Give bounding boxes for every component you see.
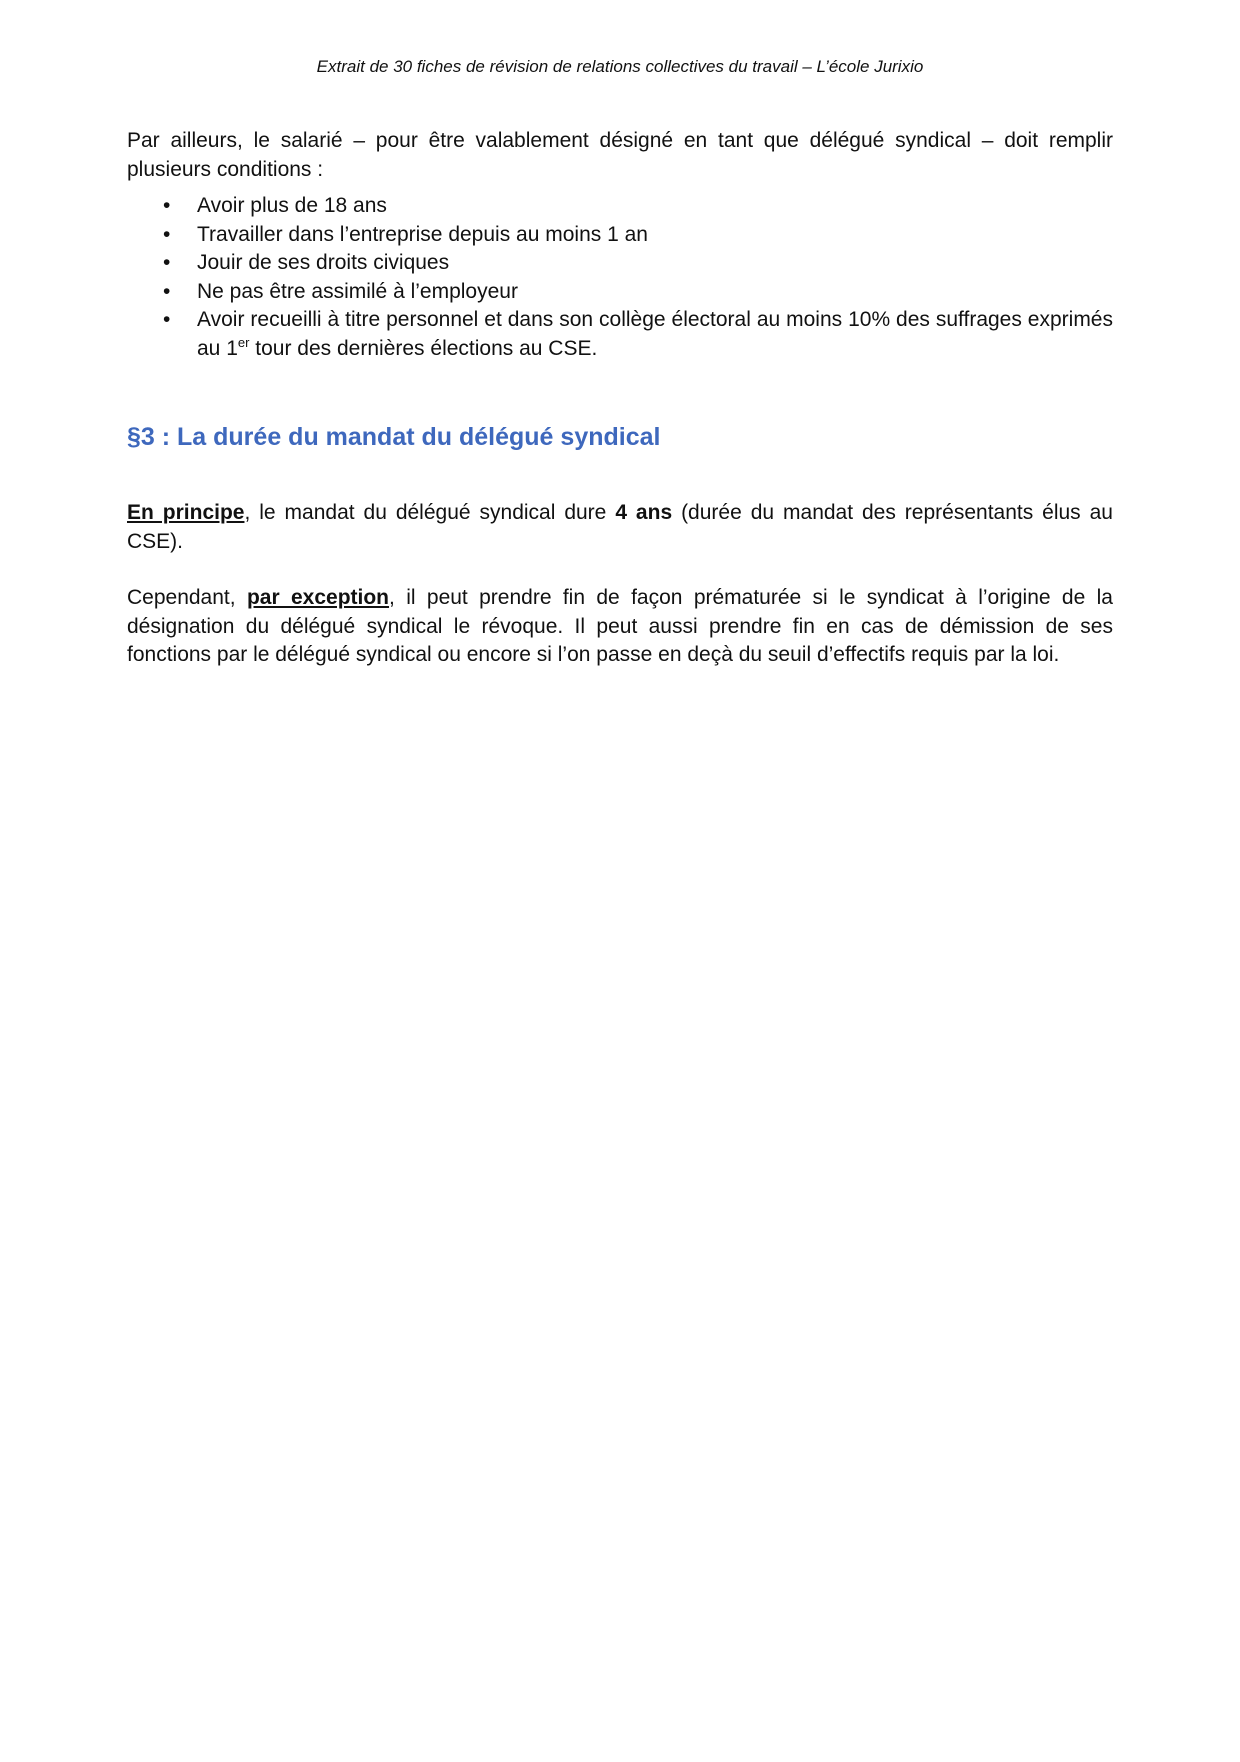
ordinal-superscript: er <box>237 334 250 350</box>
exception-text-segment: , il peut prendre fin de façon prématurée si le syndicat à l’origine de la désignation du délégué syndical le révoque. Il peut aussi prendre fin en cas de démission de ses fonctions par le délégué syndical ou encore si l’on passe en deçà du seuil d’effectifs requis par la loi. <box>127 586 1113 667</box>
exception-paragraph <box>127 584 1113 670</box>
intro-paragraph: Par ailleurs, le salarié – pour être valablement désigné en tant que délégué syndical – doit remplir plusieurs conditions : <box>127 129 1113 181</box>
list-item <box>163 221 1113 250</box>
list-item <box>163 306 1113 363</box>
condition-text-segment: Avoir recueilli à titre personnel et dans son collège électoral au moins 10% des suffrages exprimés au 1 <box>197 308 1113 360</box>
condition-text: Jouir de ses droits civiques <box>197 251 450 275</box>
principle-lead-emphasis: En principe <box>127 500 245 524</box>
bullet-marker: • <box>163 279 171 303</box>
document-header <box>127 56 1113 78</box>
header-title: Extrait de 30 fiches de révision de relations collectives du travail – L’école Jurixio <box>316 57 924 76</box>
principle-text-segment: , le mandat du délégué syndical dure <box>244 500 616 524</box>
bullet-marker: • <box>163 308 171 332</box>
list-item <box>163 192 1113 221</box>
condition-text: Travailler dans l’entreprise depuis au moins 1 an <box>197 222 648 246</box>
bullet-marker: • <box>163 194 171 218</box>
principle-text-segment: (durée du mandat des représentants élus au CSE). <box>127 500 1113 553</box>
condition-text: Ne pas être assimilé à l’employeur <box>197 279 518 303</box>
exception-emphasis: par exception <box>246 586 390 610</box>
list-item <box>163 249 1113 278</box>
condition-text-segment: tour des dernières élections au CSE. <box>249 336 598 360</box>
condition-text <box>197 306 1113 363</box>
conditions-list <box>127 192 1113 363</box>
section-heading: §3 : La durée du mandat du délégué syndical <box>127 423 661 452</box>
condition-text: Avoir plus de 18 ans <box>197 194 387 218</box>
list-item <box>163 278 1113 307</box>
bullet-marker: • <box>163 251 171 275</box>
exception-text-segment: Cependant, <box>127 586 247 610</box>
bullet-marker: • <box>163 222 171 246</box>
principle-duration-bold: 4 ans <box>615 500 673 524</box>
principle-paragraph <box>127 499 1113 556</box>
